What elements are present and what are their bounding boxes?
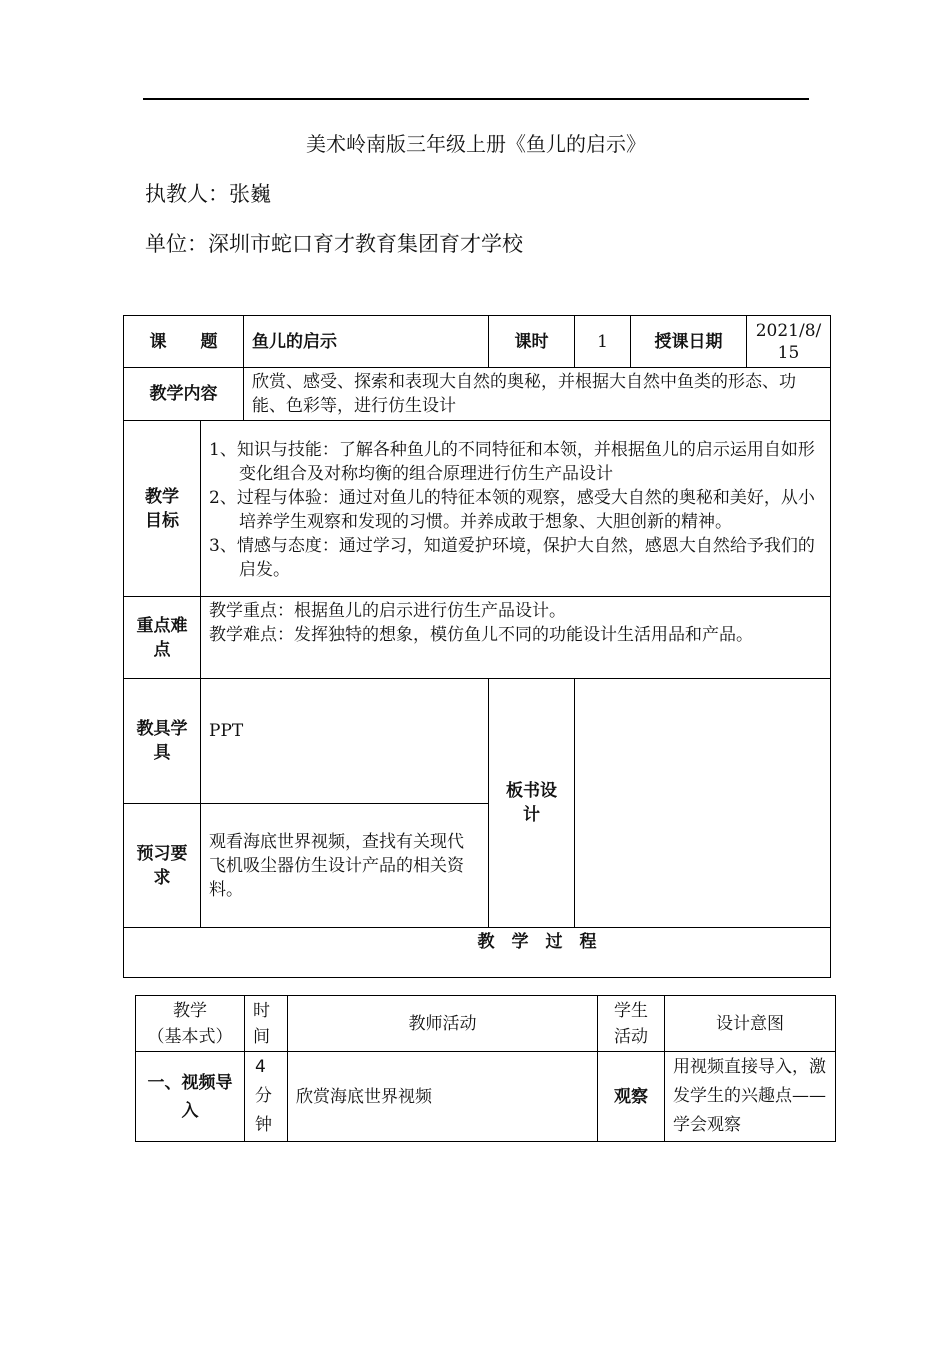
objective-item: 3、情感与态度：通过学习，知道爱护环境，保护大自然，感恩大自然给予我们的启发。 (209, 535, 815, 580)
stage-line2: 入 (181, 1100, 199, 1121)
objectives-list (201, 421, 831, 597)
table-row (136, 1052, 836, 1142)
design-intent: 用视频直接导入，激发学生的兴趣点——学会观察 (665, 1052, 836, 1142)
date-value-line1: 2021/8/ (755, 320, 822, 341)
header-student-line2: 活动 (614, 1026, 648, 1047)
board-area (575, 679, 831, 928)
header-student (598, 996, 665, 1052)
preview-value: 观看海底世界视频，查找有关现代飞机吸尘器仿生设计产品的相关资料。 (201, 804, 489, 928)
date-value (747, 316, 831, 368)
student-activity: 观察 (598, 1052, 665, 1142)
header-teacher: 教师活动 (288, 996, 598, 1052)
difficulty-point: 教学难点：发挥独特的想象，模仿鱼儿不同的功能设计生活用品和产品。 (209, 625, 753, 645)
unit-line: 单位：深圳市蛇口育才教育集团育才学校 (145, 232, 523, 256)
board-label: 板书设计 (489, 679, 575, 928)
preview-label: 预习要求 (124, 804, 201, 928)
teacher-activity: 欣赏海底世界视频 (288, 1052, 598, 1142)
header-stage (136, 996, 245, 1052)
tools-label: 教具学具 (124, 679, 201, 804)
tools-value: PPT (201, 679, 489, 804)
teacher-line: 执教人：张巍 (145, 182, 271, 206)
topic-label: 课 题 (124, 316, 244, 368)
hours-label: 课时 (489, 316, 575, 368)
keypoints-value (201, 597, 831, 679)
header-time (245, 996, 288, 1052)
keypoints-label: 重点难点 (124, 597, 201, 679)
time-line3: 钟 (255, 1115, 272, 1135)
stage-line1: 一、视频导 (147, 1072, 233, 1093)
header-stage-line2: （基本式） (147, 1026, 233, 1047)
process-title: 教 学 过 程 (124, 928, 831, 978)
content-label: 教学内容 (124, 368, 244, 421)
header-time-line2: 间 (253, 1026, 270, 1047)
document-title: 美术岭南版三年级上册《鱼儿的启示》 (306, 132, 646, 156)
header-time-line1: 时 (253, 1000, 270, 1021)
lesson-plan-table (123, 315, 831, 978)
header-rule (143, 98, 809, 100)
header-stage-line1: 教学 (173, 1000, 207, 1021)
date-value-line2: 15 (777, 342, 800, 363)
time-line1: 4 (255, 1057, 266, 1077)
time-cell (245, 1052, 288, 1142)
stage-cell (136, 1052, 245, 1142)
topic-value: 鱼儿的启示 (244, 316, 489, 368)
process-table (135, 995, 836, 1142)
time-line2: 分 (255, 1086, 272, 1106)
content-value: 欣赏、感受、探索和表现大自然的奥秘，并根据大自然中鱼类的形态、功能、色彩等，进行仿生设计 (244, 368, 831, 421)
objectives-label: 教学目标 (124, 421, 201, 597)
key-point: 教学重点：根据鱼儿的启示进行仿生产品设计。 (209, 601, 566, 621)
objective-item: 1、知识与技能：了解各种鱼儿的不同特征和本领，并根据鱼儿的启示运用自如形变化组合及对称均衡的组合原理进行仿生产品设计 (209, 439, 815, 484)
objective-item: 2、过程与体验：通过对鱼儿的特征本领的观察，感受大自然的奥秘和美好，从小培养学生观察和发现的习惯。并养成敢于想象、大胆创新的精神。 (209, 487, 815, 532)
date-label: 授课日期 (631, 316, 747, 368)
hours-value: 1 (575, 316, 631, 368)
header-intent: 设计意图 (665, 996, 836, 1052)
header-student-line1: 学生 (614, 1000, 648, 1021)
